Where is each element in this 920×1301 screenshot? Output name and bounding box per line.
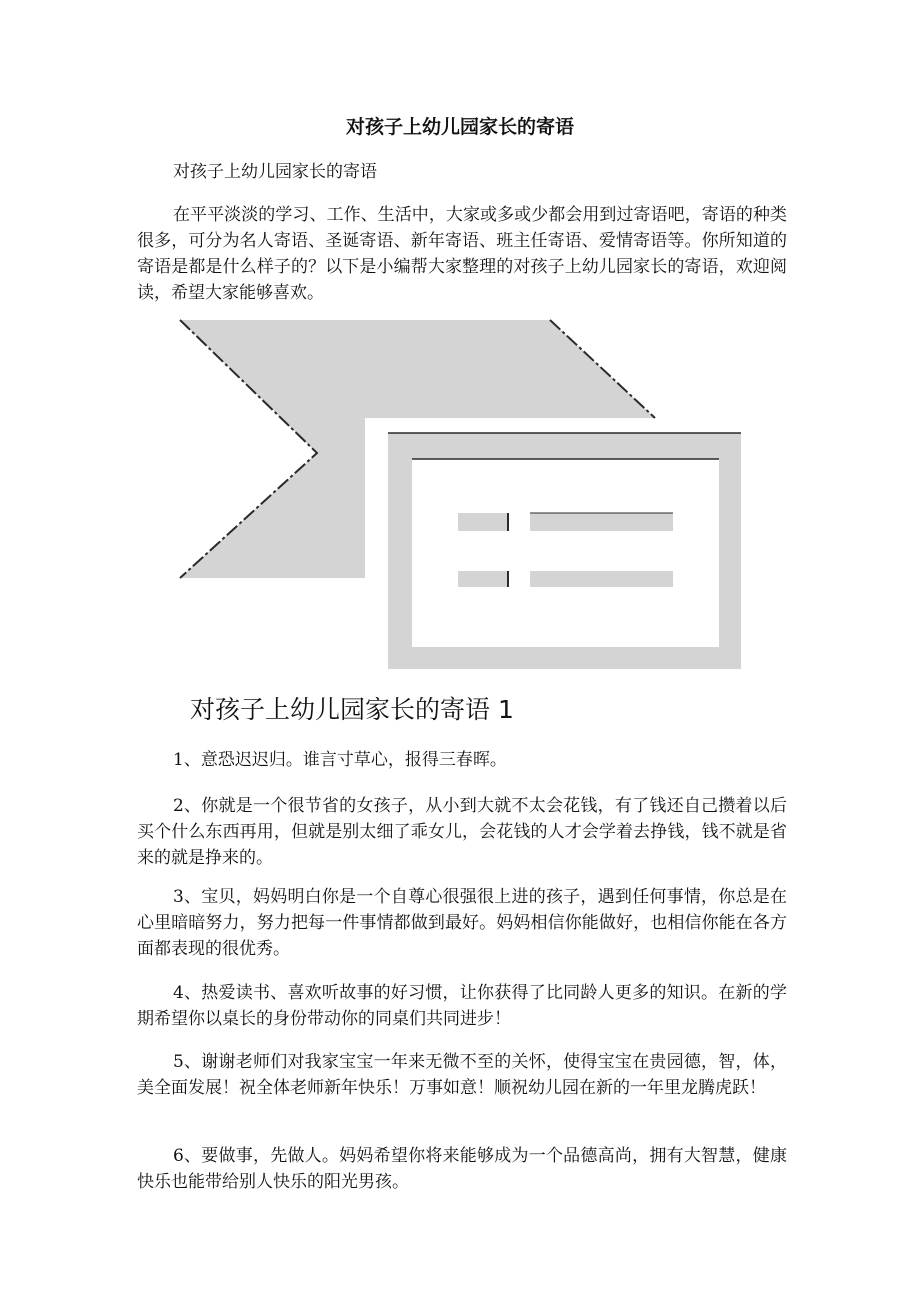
list-item: 2、你就是一个很节省的女孩子，从小到大就不太会花钱，有了钱还自己攒着以后买个什么东西再用，但就是别太细了乖女儿，会花钱的人才会学着去挣钱，钱不就是省来的就是挣来的。 bbox=[137, 796, 787, 868]
page-title: 对孩子上幼儿园家长的寄语 bbox=[345, 116, 574, 138]
document-subtitle: 对孩子上幼儿园家长的寄语 bbox=[173, 162, 377, 182]
list-item: 6、要做事，先做人。妈妈希望你将来能够成为一个品德高尚，拥有大智慧，健康快乐也能带给别人快乐的阳光男孩。 bbox=[137, 1146, 787, 1192]
list-bullet-2 bbox=[458, 571, 508, 587]
list-item: 4、热爱读书、喜欢听故事的好习惯，让你获得了比同龄人更多的知识。在新的学期希望你以桌长的身份带动你的同桌们共同进步！ bbox=[137, 983, 787, 1029]
list-line-2 bbox=[530, 571, 673, 587]
banner-card-illustration bbox=[175, 315, 745, 671]
list-bullet-1 bbox=[458, 513, 508, 531]
list-item: 3、宝贝，妈妈明白你是一个自尊心很强很上进的孩子，遇到任何事情，你总是在心里暗暗努力，努力把每一件事情都做到最好。妈妈相信你能做好，也相信你能在各方面都表现的很优秀。 bbox=[137, 887, 787, 959]
list-item: 1、意恐迟迟归。谁言寸草心，报得三春晖。 bbox=[173, 750, 507, 770]
list-line-1 bbox=[530, 513, 673, 531]
card-inner-panel bbox=[412, 459, 719, 647]
list-item: 5、谢谢老师们对我家宝宝一年来无微不至的关怀，使得宝宝在贵园德，智，体，美全面发展！祝全体老师新年快乐！万事如意！顺祝幼儿园在新的一年里龙腾虎跃！ bbox=[137, 1052, 787, 1098]
intro-paragraph: 在平平淡淡的学习、工作、生活中，大家或多或少都会用到过寄语吧，寄语的种类很多，可分为名人寄语、圣诞寄语、新年寄语、班主任寄语、爱情寄语等。你所知道的寄语是都是什么样子的？以下是小编帮大家整理的对孩子上幼儿园家长的寄语，欢迎阅读，希望大家能够喜欢。 bbox=[137, 205, 787, 303]
section-heading: 对孩子上幼儿园家长的寄语 1 bbox=[190, 695, 514, 724]
